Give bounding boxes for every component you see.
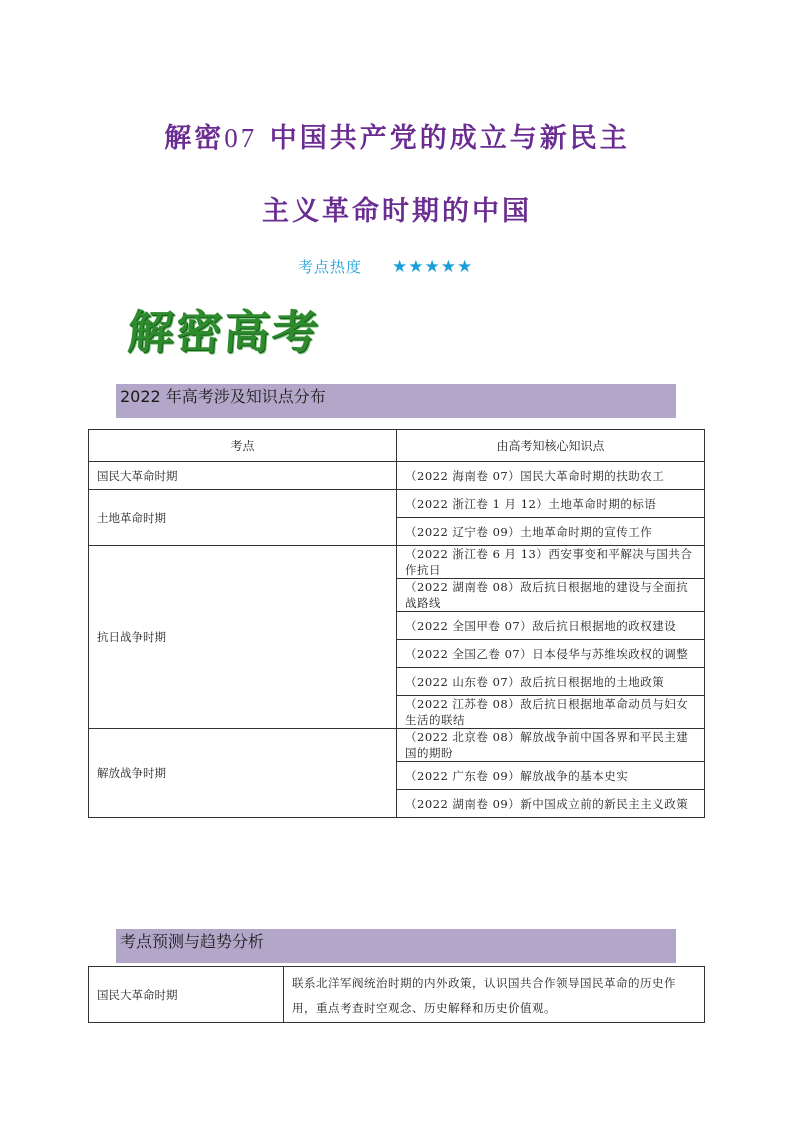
heat-label: 考点热度	[298, 258, 363, 276]
knowledge-point-cell: （2022 湖南卷 08）敌后抗日根据地的建设与全面抗战路线	[397, 579, 705, 612]
table-row	[89, 490, 705, 518]
knowledge-point-cell: （2022 全国甲卷 07）敌后抗日根据地的政权建设	[397, 612, 705, 640]
page-title-line-2: 主义革命时期的中国	[262, 196, 532, 227]
section-heading-distribution: 2022 年高考涉及知识点分布	[116, 384, 676, 418]
knowledge-point-cell: （2022 江苏卷 08）敌后抗日根据地革命动员与妇女生活的联结	[397, 696, 705, 729]
distribution-table	[88, 429, 705, 818]
knowledge-point-cell: （2022 全国乙卷 07）日本侵华与苏维埃政权的调整	[397, 640, 705, 668]
period-cell: 解放战争时期	[89, 729, 397, 818]
knowledge-point-cell: （2022 浙江卷 6 月 13）西安事变和平解决与国共合作抗日	[397, 546, 705, 579]
title-number: 07	[224, 123, 258, 153]
section-heading-prediction: 考点预测与趋势分析	[116, 929, 676, 963]
prediction-table	[88, 966, 705, 1023]
period-cell: 抗日战争时期	[89, 546, 397, 729]
period-cell: 土地革命时期	[89, 490, 397, 546]
header-cell: 由高考知核心知识点	[397, 430, 705, 462]
knowledge-point-cell: （2022 海南卷 07）国民大革命时期的扶助农工	[397, 462, 705, 490]
analysis-cell: 联系北洋军阀统治时期的内外政策，认识国共合作领导国民革命的历史作用，重点考查时空观念、历史解释和历史价值观。	[284, 967, 705, 1023]
header-cell: 考点	[89, 430, 397, 462]
table-row	[89, 967, 705, 1023]
knowledge-point-cell: （2022 广东卷 09）解放战争的基本史实	[397, 762, 705, 790]
knowledge-point-cell: （2022 辽宁卷 09）土地革命时期的宣传工作	[397, 518, 705, 546]
table-row	[89, 462, 705, 490]
knowledge-point-cell: （2022 北京卷 08）解放战争前中国各界和平民主建国的期盼	[397, 729, 705, 762]
star-rating-icon: ★★★★★	[392, 257, 474, 277]
period-cell: 国民大革命时期	[89, 462, 397, 490]
table-header-row	[89, 430, 705, 462]
period-cell: 国民大革命时期	[89, 967, 284, 1023]
topic-heat	[298, 256, 473, 277]
page-title-line-1	[0, 116, 794, 155]
table-row	[89, 546, 705, 579]
knowledge-point-cell: （2022 浙江卷 1 月 12）土地革命时期的标语	[397, 490, 705, 518]
title-suffix: 中国共产党的成立与新民主	[269, 123, 630, 154]
title-prefix: 解密	[164, 123, 225, 154]
knowledge-point-cell: （2022 湖南卷 09）新中国成立前的新民主主义政策	[397, 790, 705, 818]
logo-text: 解密高考	[125, 305, 322, 359]
table-row	[89, 729, 705, 762]
knowledge-point-cell: （2022 山东卷 07）敌后抗日根据地的土地政策	[397, 668, 705, 696]
